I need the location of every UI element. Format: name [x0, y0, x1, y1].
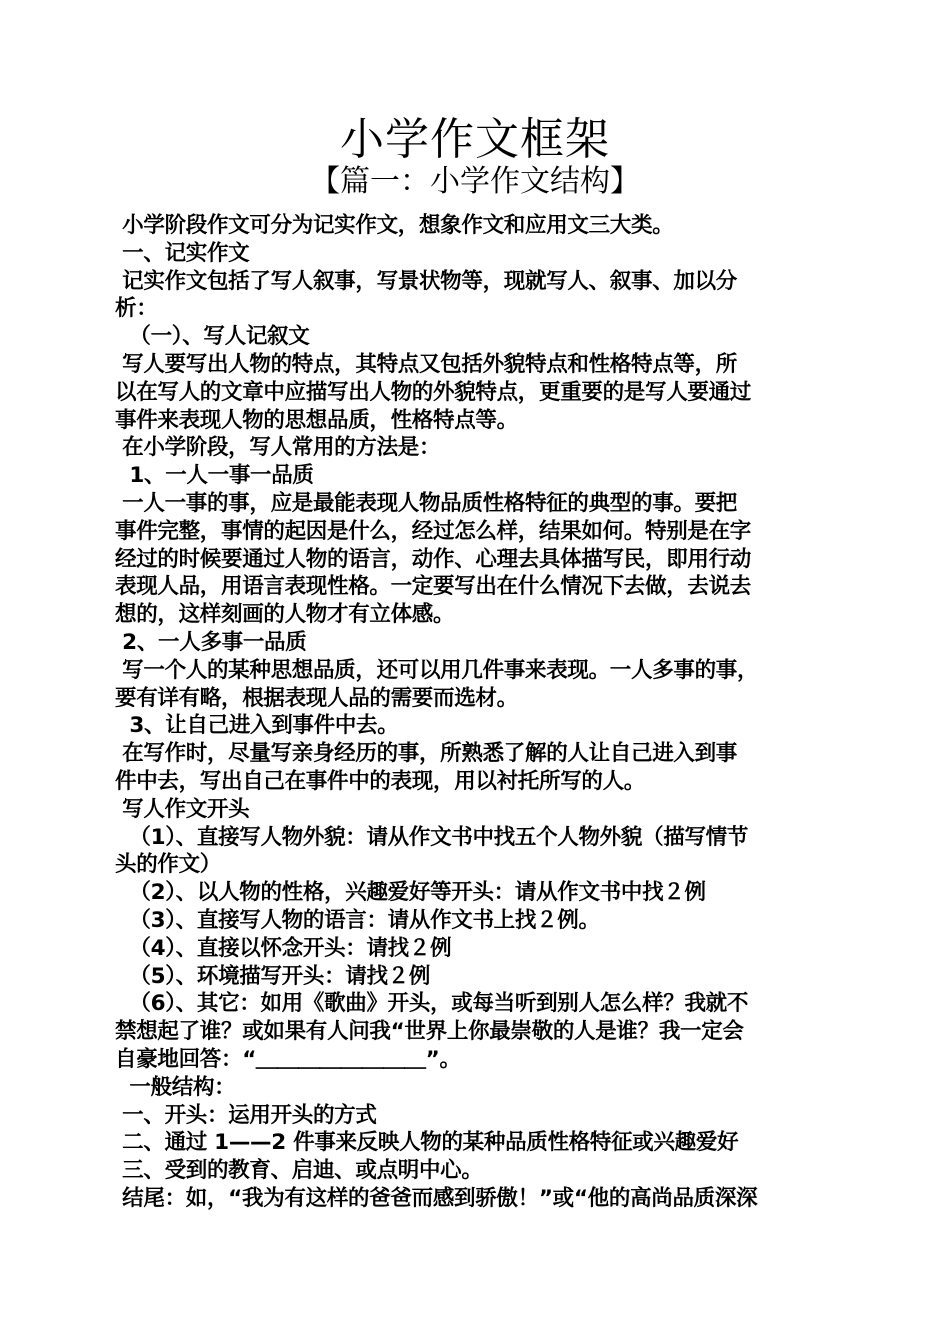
body-line: 结尾：如，“我为有这样的爸爸而感到骄傲！”或“他的高尚品质深深 — [115, 1185, 758, 1211]
body-line: 件中去，写出自己在事件中的表现，用以衬托所写的人。 — [115, 768, 646, 794]
body-line: （5）、环境描写开头：请找２例 — [115, 963, 431, 989]
body-line: 二、通过 1——2 件事来反映人物的某种品质性格特征或兴趣爱好 — [115, 1130, 739, 1156]
document-body — [115, 212, 840, 1213]
body-line: 在小学阶段，写人常用的方法是： — [115, 435, 441, 461]
body-line: 写人要写出人物的特点，其特点又包括外貌特点和性格特点等，所 — [115, 351, 737, 377]
body-line: 想的，这样刻画的人物才有立体感。 — [115, 602, 455, 628]
body-line: 记实作文包括了写人叙事，写景状物等，现就写人、叙事、加以分 — [115, 268, 737, 294]
body-line: 2、一人多事一品质 — [115, 629, 307, 655]
body-line: 小学阶段作文可分为记实作文，想象作文和应用文三大类。 — [115, 213, 674, 238]
body-line: 析： — [115, 296, 158, 322]
body-line: （2）、以人物的性格，兴趣爱好等开头：请从作文书中找２例 — [115, 880, 706, 906]
body-line: 写人作文开头 — [115, 796, 250, 822]
document-subtitle: 【篇一：小学作文结构】 — [310, 164, 640, 199]
body-line: 表现人品，用语言表现性格。一定要写出在什么情况下去做，去说去 — [115, 574, 752, 600]
body-line: 事件完整，事情的起因是什么，经过怎么样，结果如何。特别是在字 — [115, 518, 752, 544]
body-line: （3）、直接写人物的语言：请从作文书上找２例。 — [115, 907, 600, 933]
body-line: 要有详有略，根据表现人品的需要而选材。 — [115, 685, 518, 711]
body-line: 三、受到的教育、启迪、或点明中心。 — [115, 1158, 483, 1184]
body-line: 一人一事的事，应是最能表现人物品质性格特征的典型的事。要把 — [115, 490, 737, 516]
body-line: 写一个人的某种思想品质，还可以用几件事来表现。一人多事的事， — [115, 657, 759, 683]
body-line: 以在写人的文章中应描写出人物的外貌特点，更重要的是写人要通过 — [115, 379, 752, 405]
body-line: 在写作时，尽量写亲身经历的事，所熟悉了解的人让自己进入到事 — [115, 741, 737, 767]
body-line: 1、一人一事一品质 — [115, 463, 314, 489]
body-line: 事件来表现人物的思想品质，性格特点等。 — [115, 407, 518, 433]
body-line: 一般结构： — [115, 1074, 236, 1100]
body-line: 经过的时候要通过人物的语言，动作、心理去具体描写民，即用行动 — [115, 546, 752, 572]
document-title: 小学作文框架 — [340, 114, 610, 165]
body-line: 一、记实作文 — [115, 240, 250, 266]
body-line: 3、让自己进入到事件中去。 — [115, 713, 399, 739]
body-line: （1）、直接写人物外貌：请从作文书中找五个人物外貌（描写情节 — [115, 824, 749, 850]
body-line: 一、开头：运用开头的方式 — [115, 1102, 377, 1128]
body-line: （一）、写人记叙文 — [115, 324, 310, 350]
body-line: 头的作文） — [115, 852, 222, 878]
body-line: （4）、直接以怀念开头：请找２例 — [115, 935, 452, 961]
body-line: （6）、其它：如用《歌曲》开头，或每当听到别人怎么样？我就不 — [115, 991, 749, 1017]
body-line: 禁想起了谁？或如果有人问我“世界上你最崇敬的人是谁？我一定会 — [115, 1019, 744, 1045]
body-line: 自豪地回答：“＿＿＿＿＿＿＿＿”。 — [115, 1046, 461, 1072]
